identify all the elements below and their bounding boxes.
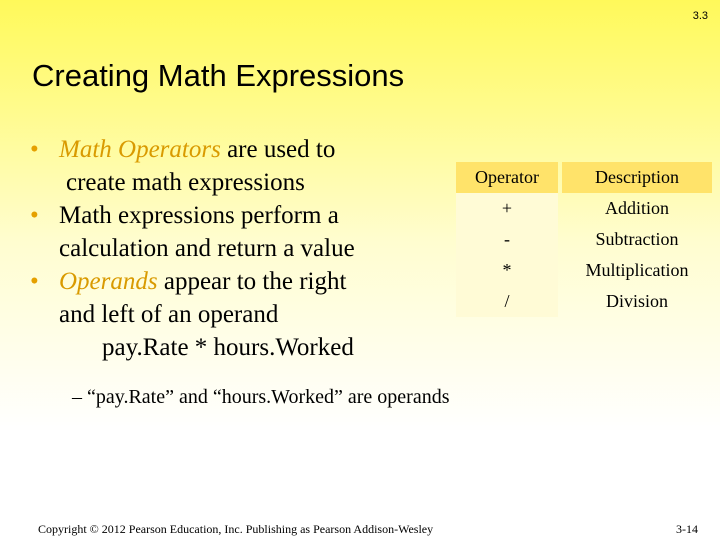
slide-title: Creating Math Expressions: [32, 58, 405, 93]
bullet-text-continued: and left of an operand: [59, 301, 279, 328]
bullet-dot: •: [30, 268, 39, 295]
bullet-operands: [30, 265, 450, 331]
copyright-footer: Copyright © 2012 Pearson Education, Inc. Publishing as Pearson Addison-Wesley: [38, 522, 434, 536]
code-example: pay.Rate * hours.Worked: [102, 334, 354, 361]
description-cell: Subtraction: [595, 229, 679, 249]
bullet-text: Math expressions perform a: [59, 202, 339, 229]
bullet-text-continued: create math expressions: [66, 169, 305, 196]
operands-term: Operands: [59, 268, 158, 295]
header-description: Description: [562, 162, 712, 193]
sub-bullet-operands: – “pay.Rate” and “hours.Worked” are operands: [72, 386, 450, 408]
page-number: 3-14: [676, 522, 698, 536]
table-row: [456, 224, 712, 255]
bullet-math-expressions: [30, 199, 450, 265]
operator-cell: /: [456, 286, 558, 317]
bullet-math-operators: [30, 133, 450, 199]
table-row: [456, 255, 712, 286]
slide-number: 3.3: [692, 10, 708, 22]
description-cell: Division: [605, 291, 668, 311]
table-row: [456, 193, 712, 224]
bullet-dot: •: [30, 202, 39, 229]
operator-cell: +: [456, 193, 558, 224]
bullet-dot: •: [30, 136, 39, 163]
bullet-text-continued: calculation and return a value: [59, 235, 355, 262]
description-cell: Multiplication: [585, 260, 689, 280]
operator-cell: -: [456, 224, 558, 255]
table-header-row: [456, 162, 712, 193]
math-operators-term: Math Operators: [59, 136, 221, 163]
bullet-text: appear to the right: [157, 268, 347, 295]
table-row: [456, 286, 712, 317]
bullet-text: are used to: [220, 136, 336, 163]
bullet-list: [30, 133, 450, 364]
operator-cell: *: [456, 255, 558, 286]
header-operator: Operator: [456, 162, 558, 193]
description-cell: Addition: [604, 198, 669, 218]
operator-table: [456, 162, 712, 317]
